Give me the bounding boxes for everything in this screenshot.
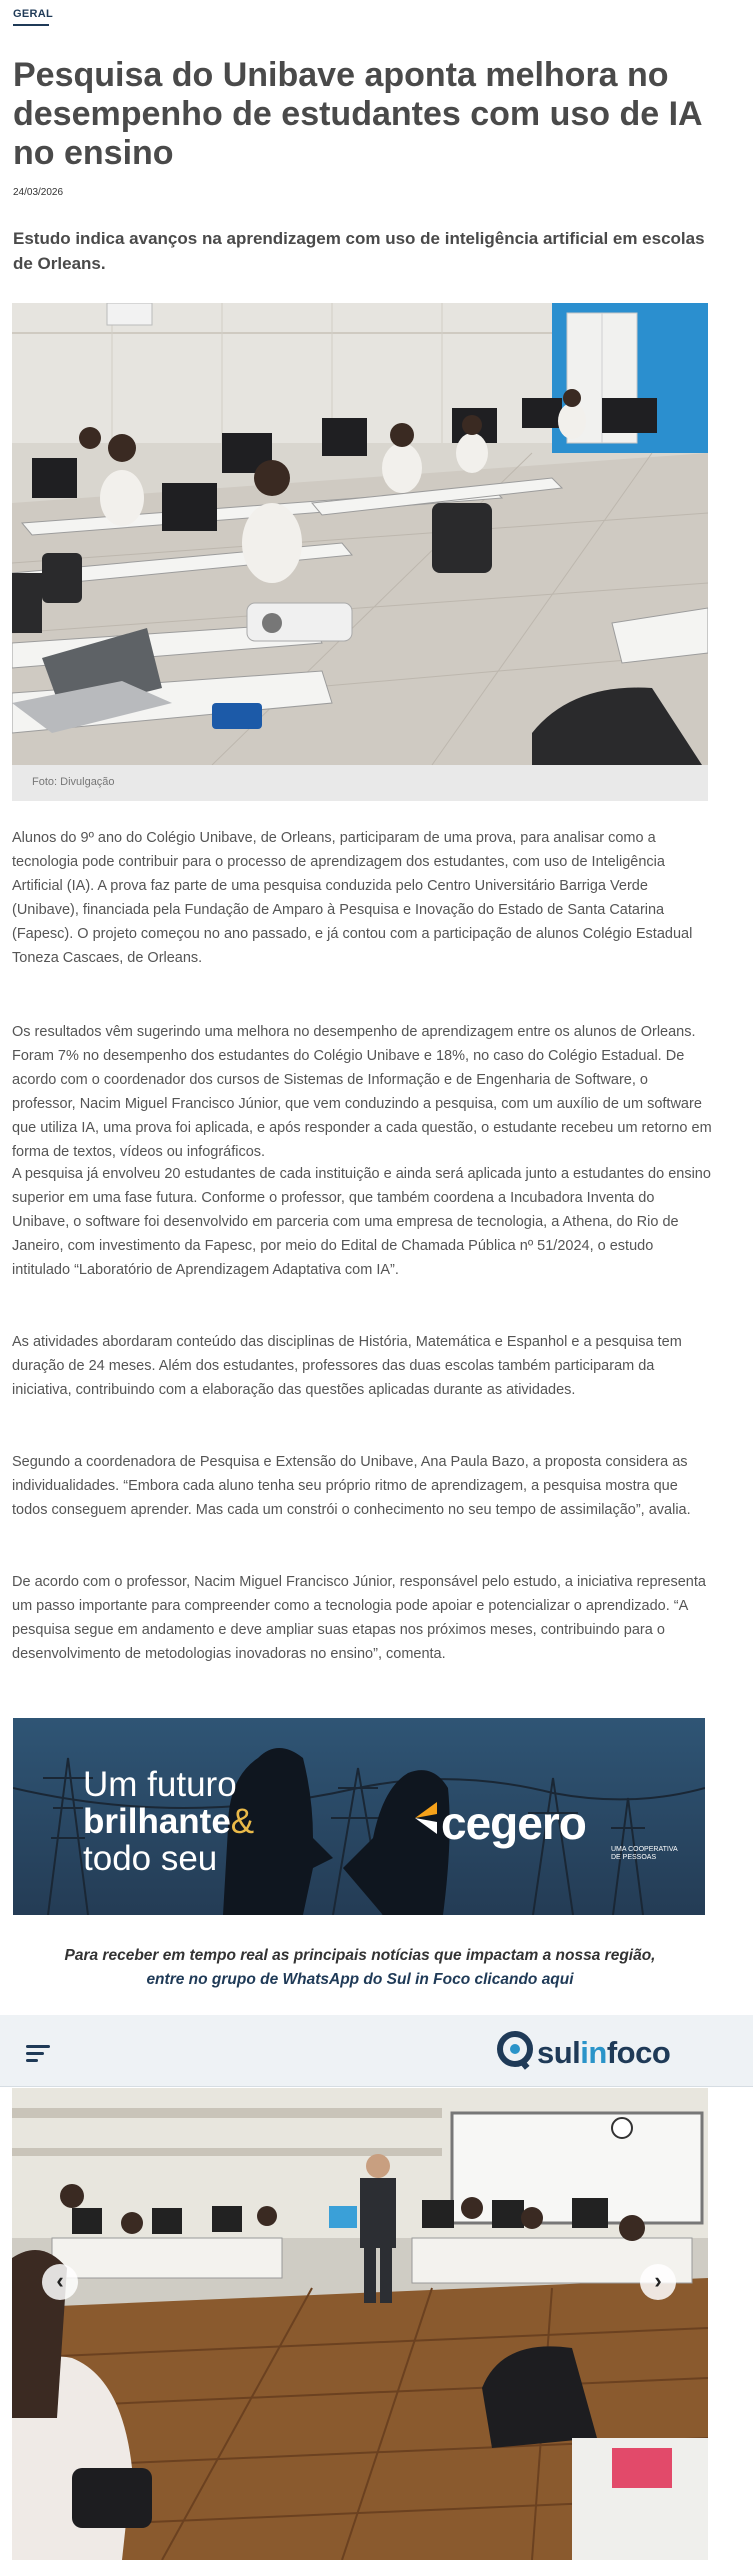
promo-text: Para receber em tempo real as principais notícias que impactam a nossa região, (64, 1947, 656, 1964)
slider-photo (12, 2088, 708, 2560)
ad-brand-name: cegero (441, 1797, 586, 1849)
site-navbar (0, 2015, 753, 2087)
ad-slogan-bold: brilhante (83, 1802, 231, 1841)
whatsapp-group-link[interactable]: entre no grupo de WhatsApp do Sul in Foco clicando aqui (146, 1971, 574, 1988)
ad-brand-tagline (611, 1846, 678, 1862)
slider-prev-button[interactable] (42, 2264, 78, 2300)
article-paragraph: Alunos do 9º ano do Colégio Unibave, de Orleans, participaram de uma prova, para analisar como a tecnologia pode contribuir para o processo de aprendizagem dos estudantes, com uso de Inteligência Artificial (IA). A prova faz parte de uma pesquisa conduzida pelo Centro Universitário Barriga Verde (Unibave), financiada pela Fundação de Amparo à Pesquisa e Inovação do Estado de Santa Catarina (Fapesc). O projeto começou no ano passado, e já contou com a participação de alunos Colégio Estadual Toneza Cascaes, de Orleans. (12, 830, 693, 966)
article-paragraph: Os resultados vêm sugerindo uma melhora no desempenho de aprendizagem entre os alunos de Orleans. Foram 7% no desempenho dos estudantes do Colégio Unibave e 18%, no caso do Colégio Estadual. De acordo com o coordenador dos cursos de Sistemas de Informação e de Engenharia de Software, o professor, Nacim Miguel Francisco Júnior, que vem conduzindo a pesquisa, com um auxílio de um software que utiliza IA, uma prova foi aplicada, e após responder a cada questão, o estudante recebeu um retorno em forma de textos, vídeos ou infográficos. (12, 1024, 712, 1160)
ad-slogan-line3: todo seu (83, 1839, 218, 1878)
category-label[interactable]: GERAL (13, 8, 53, 20)
article-paragraph: Segundo a coordenadora de Pesquisa e Extensão do Unibave, Ana Paula Bazo, a proposta considera as individualidades. “Embora cada aluno tenha seu próprio ritmo de aprendizagem, a pesquisa mostra que todos conseguem aprender. Mas cada um constrói o conhecimento no seu tempo de assimilação”, avalia. (12, 1454, 691, 1518)
hamburger-menu-icon[interactable] (26, 2043, 52, 2063)
article-paragraph: As atividades abordaram conteúdo das disciplinas de História, Matemática e Espanhol e a pesquisa tem duração de 24 meses. Além dos estudantes, professores das duas escolas também participaram da iniciativa, contribuindo com a elaboração das questões aplicadas durante as atividades. (12, 1334, 682, 1398)
cegero-logo-icon (411, 1798, 441, 1838)
photo-caption: Foto: Divulgação (32, 776, 115, 788)
whatsapp-promo (0, 1944, 720, 1992)
article-paragraph: De acordo com o professor, Nacim Miguel Francisco Júnior, responsável pelo estudo, a iniciativa representa um passo importante para compreender como a tecnologia pode apoiar e potencializar o aprendizado. “A pesquisa segue em andamento e deve ampliar suas etapas nos próximos meses, contribuindo para o desenvolvimento de metodologias inovadoras no ensino”, comenta. (12, 1574, 706, 1662)
article-paragraph: A pesquisa já envolveu 20 estudantes de cada instituição e ainda será aplicada junto a estudantes do ensino superior em uma fase futura. Conforme o professor, que também coordena a Incubadora Inventa do Unibave, o software foi desenvolvido em parceria com uma empresa de tecnologia, a Athena, do Rio de Janeiro, com investimento da Fapesc, por meio do Edital de Chamada Pública nº 51/2024, o estudo intitulado “Laboratório de Aprendizagem Adaptativa com IA”. (12, 1166, 711, 1278)
ad-banner[interactable] (13, 1718, 705, 1915)
sulinfoco-logo-icon (495, 2029, 535, 2073)
ad-slogan-line1: Um futuro (83, 1765, 237, 1804)
article-main-photo (12, 303, 708, 765)
site-logo[interactable] (495, 2029, 671, 2073)
logo-part-in: in (580, 2035, 607, 2070)
image-slider[interactable] (12, 2088, 708, 2560)
logo-part-sul: sul (537, 2035, 581, 2070)
ad-slogan-line2 (83, 1803, 254, 1840)
article-title: Pesquisa do Unibave aponta melhora no desempenho de estudantes com uso de IA no ensino (13, 56, 702, 172)
chevron-left-icon: ‹ (56, 2268, 64, 2293)
ad-slogan (83, 1766, 254, 1877)
ad-ampersand: & (230, 1802, 255, 1841)
category-underline (13, 24, 49, 26)
slider-next-button[interactable] (640, 2264, 676, 2300)
chevron-right-icon: › (654, 2268, 662, 2293)
article-date: 24/03/2026 (13, 187, 64, 198)
photo-caption-bar (12, 765, 708, 801)
ad-brand-tagline-1: UMA COOPERATIVA (611, 1846, 678, 1853)
logo-part-foco: foco (606, 2035, 671, 2070)
article-subtitle: Estudo indica avanços na aprendizagem com uso de inteligência artificial em escolas de Orleans. (13, 229, 705, 273)
ad-brand-tagline-2: DE PESSOAS (611, 1854, 657, 1861)
site-logo-text (537, 2035, 670, 2071)
